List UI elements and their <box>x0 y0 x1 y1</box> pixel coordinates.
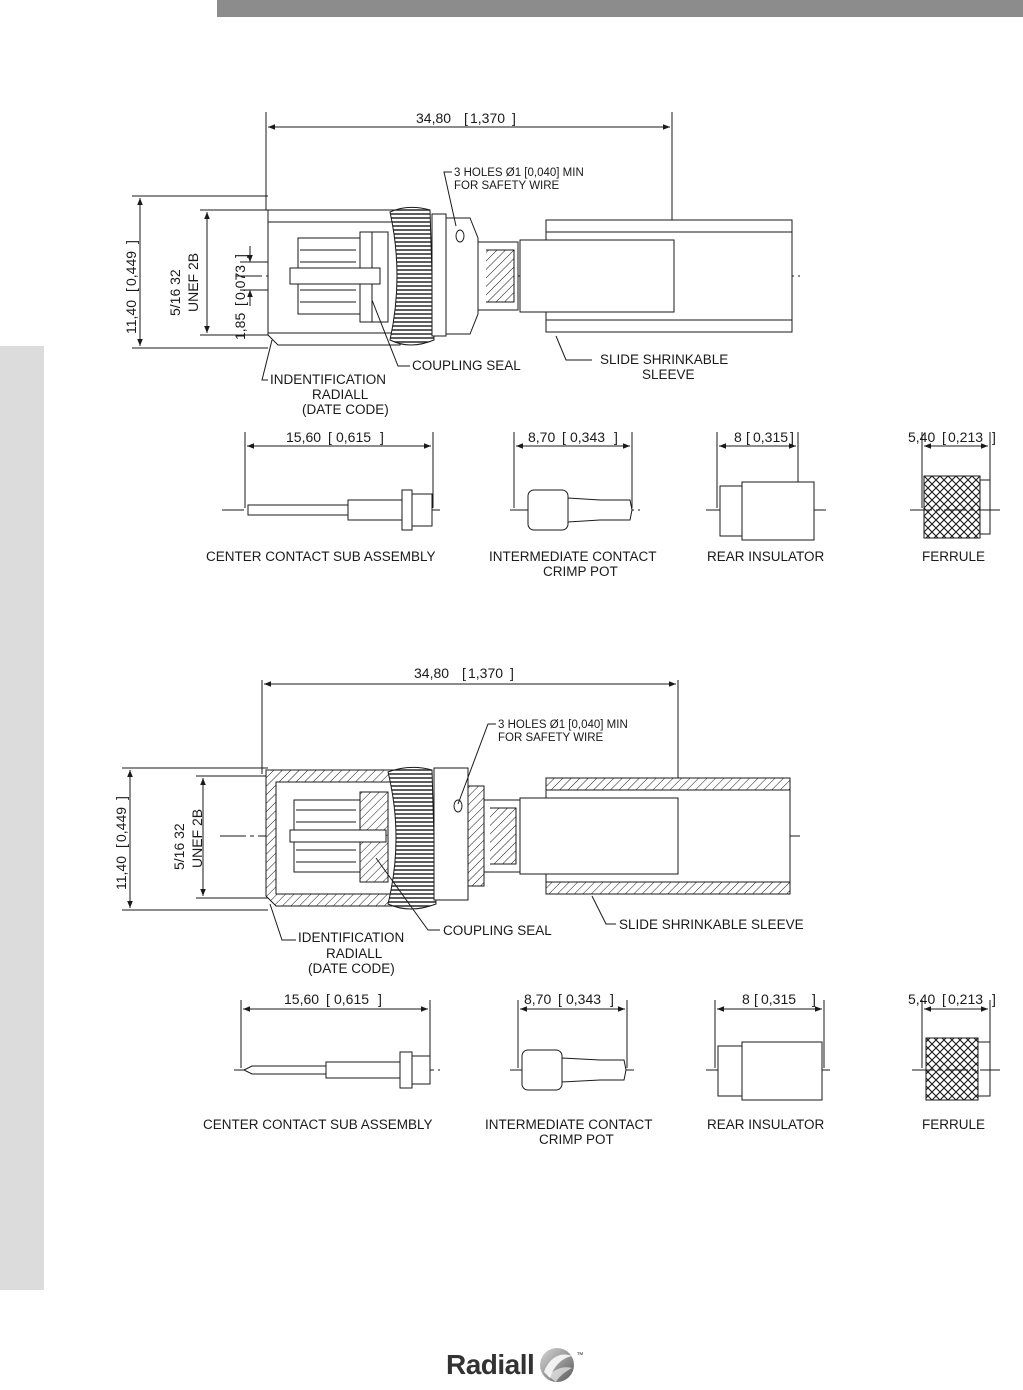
svg-text:[: [ <box>328 429 332 445</box>
svg-text:[: [ <box>232 302 248 306</box>
svg-text:0,213: 0,213 <box>948 991 984 1007</box>
svg-text:]: ] <box>790 429 794 445</box>
bottom-part2-dim: 8,70 <box>524 991 552 1007</box>
svg-text:]: ] <box>992 429 996 445</box>
top-overall-length-in: 1,370 <box>470 110 506 126</box>
svg-text:[: [ <box>464 110 468 126</box>
top-ident-1: INDENTIFICATION <box>270 372 386 387</box>
svg-text:]: ] <box>614 429 618 445</box>
bottom-height: 11,40 <box>113 856 129 890</box>
svg-text:0,615: 0,615 <box>336 429 372 445</box>
top-parts-row <box>222 432 1000 540</box>
svg-text:[: [ <box>942 991 946 1007</box>
bottom-part2-label: INTERMEDIATE CONTACT <box>485 1117 653 1132</box>
top-ident-3: (DATE CODE) <box>302 402 389 417</box>
svg-text:[: [ <box>123 288 139 292</box>
radiall-logo <box>446 1340 583 1390</box>
bottom-parts-row <box>234 1000 1000 1100</box>
bottom-thread-2: UNEF 2B <box>189 808 205 868</box>
svg-text:]: ] <box>610 991 614 1007</box>
svg-text:]: ] <box>812 991 816 1007</box>
bottom-thread-1: 5/16 32 <box>171 823 187 870</box>
brand-name: Radiall <box>446 1349 535 1380</box>
svg-text:0,343: 0,343 <box>570 429 606 445</box>
bottom-ident-2: RADIALL <box>326 946 383 961</box>
bottom-part1-dim: 15,60 <box>284 991 320 1007</box>
top-thread-1: 5/16 32 <box>167 269 183 316</box>
top-height: 11,40 <box>123 300 139 334</box>
svg-text:[: [ <box>562 429 566 445</box>
top-holes-1: 3 HOLES Ø1 [0,040] MIN <box>454 167 584 179</box>
bottom-coupling-seal: COUPLING SEAL <box>443 923 552 938</box>
top-pin-dia: 1,85 <box>232 312 248 340</box>
top-sleeve-2: SLEEVE <box>642 367 695 382</box>
svg-text:[: [ <box>942 429 946 445</box>
bottom-height-in: 0,449 <box>113 806 129 842</box>
bottom-part4-dim: 5,40 <box>908 991 936 1007</box>
bottom-assembly <box>122 680 800 940</box>
bottom-part3-dim: 8 <box>742 991 750 1007</box>
svg-text:]: ] <box>378 991 382 1007</box>
top-overall-length: 34,80 <box>416 110 452 126</box>
svg-text:]: ] <box>380 429 384 445</box>
top-pin-dia-in: 0,073 <box>232 264 248 300</box>
top-part4-dim: 5,40 <box>908 429 936 445</box>
svg-text:]: ] <box>123 240 139 244</box>
top-part2-label: INTERMEDIATE CONTACT <box>489 549 657 564</box>
bottom-ident-3: (DATE CODE) <box>308 961 395 976</box>
bottom-holes-2: FOR SAFETY WIRE <box>498 732 604 744</box>
top-part1-dim: 15,60 <box>286 429 322 445</box>
top-ident-2: RADIALL <box>312 387 369 402</box>
top-part1-label: CENTER CONTACT SUB ASSEMBLY <box>206 549 436 564</box>
bottom-overall-length-in: 1,370 <box>468 665 504 681</box>
svg-text:CRIMP POT: CRIMP POT <box>539 1132 614 1147</box>
svg-text:0,615: 0,615 <box>334 991 370 1007</box>
bottom-part4-label: FERRULE <box>922 1117 986 1132</box>
svg-text:]: ] <box>113 796 129 800</box>
svg-text:[: [ <box>326 991 330 1007</box>
top-thread-2: UNEF 2B <box>185 252 201 312</box>
svg-text:[: [ <box>746 429 750 445</box>
bottom-sleeve: SLIDE SHRINKABLE SLEEVE <box>619 917 804 932</box>
bottom-ident-1: IDENTIFICATION <box>298 930 405 945</box>
top-sleeve-1: SLIDE SHRINKABLE <box>600 352 729 367</box>
svg-text:0,315: 0,315 <box>753 429 789 445</box>
bottom-part3-label: REAR INSULATOR <box>707 1117 825 1132</box>
top-part3-dim: 8 <box>734 429 742 445</box>
svg-text:[: [ <box>113 844 129 848</box>
svg-text:[: [ <box>462 665 466 681</box>
bottom-part1-label: CENTER CONTACT SUB ASSEMBLY <box>203 1117 433 1132</box>
bottom-holes-1: 3 HOLES Ø1 [0,040] MIN <box>498 719 628 731</box>
bottom-overall-length: 34,80 <box>414 665 450 681</box>
svg-text:0,343: 0,343 <box>566 991 602 1007</box>
svg-text:0,315: 0,315 <box>761 991 797 1007</box>
trademark: ™ <box>576 1352 584 1359</box>
svg-text:[: [ <box>558 991 562 1007</box>
top-coupling-seal: COUPLING SEAL <box>412 358 521 373</box>
svg-text:CRIMP POT: CRIMP POT <box>543 564 618 579</box>
svg-text:]: ] <box>992 991 996 1007</box>
svg-text:]: ] <box>232 254 248 258</box>
top-height-in: 0,449 <box>123 250 139 286</box>
top-holes-2: FOR SAFETY WIRE <box>454 180 560 192</box>
radiall-swirl-icon <box>538 1346 576 1384</box>
svg-text:]: ] <box>510 665 514 681</box>
top-part4-label: FERRULE <box>922 549 986 564</box>
svg-text:]: ] <box>512 110 516 126</box>
svg-text:[: [ <box>754 991 758 1007</box>
top-part3-label: REAR INSULATOR <box>707 549 825 564</box>
svg-text:0,213: 0,213 <box>948 429 984 445</box>
top-part2-dim: 8,70 <box>528 429 556 445</box>
